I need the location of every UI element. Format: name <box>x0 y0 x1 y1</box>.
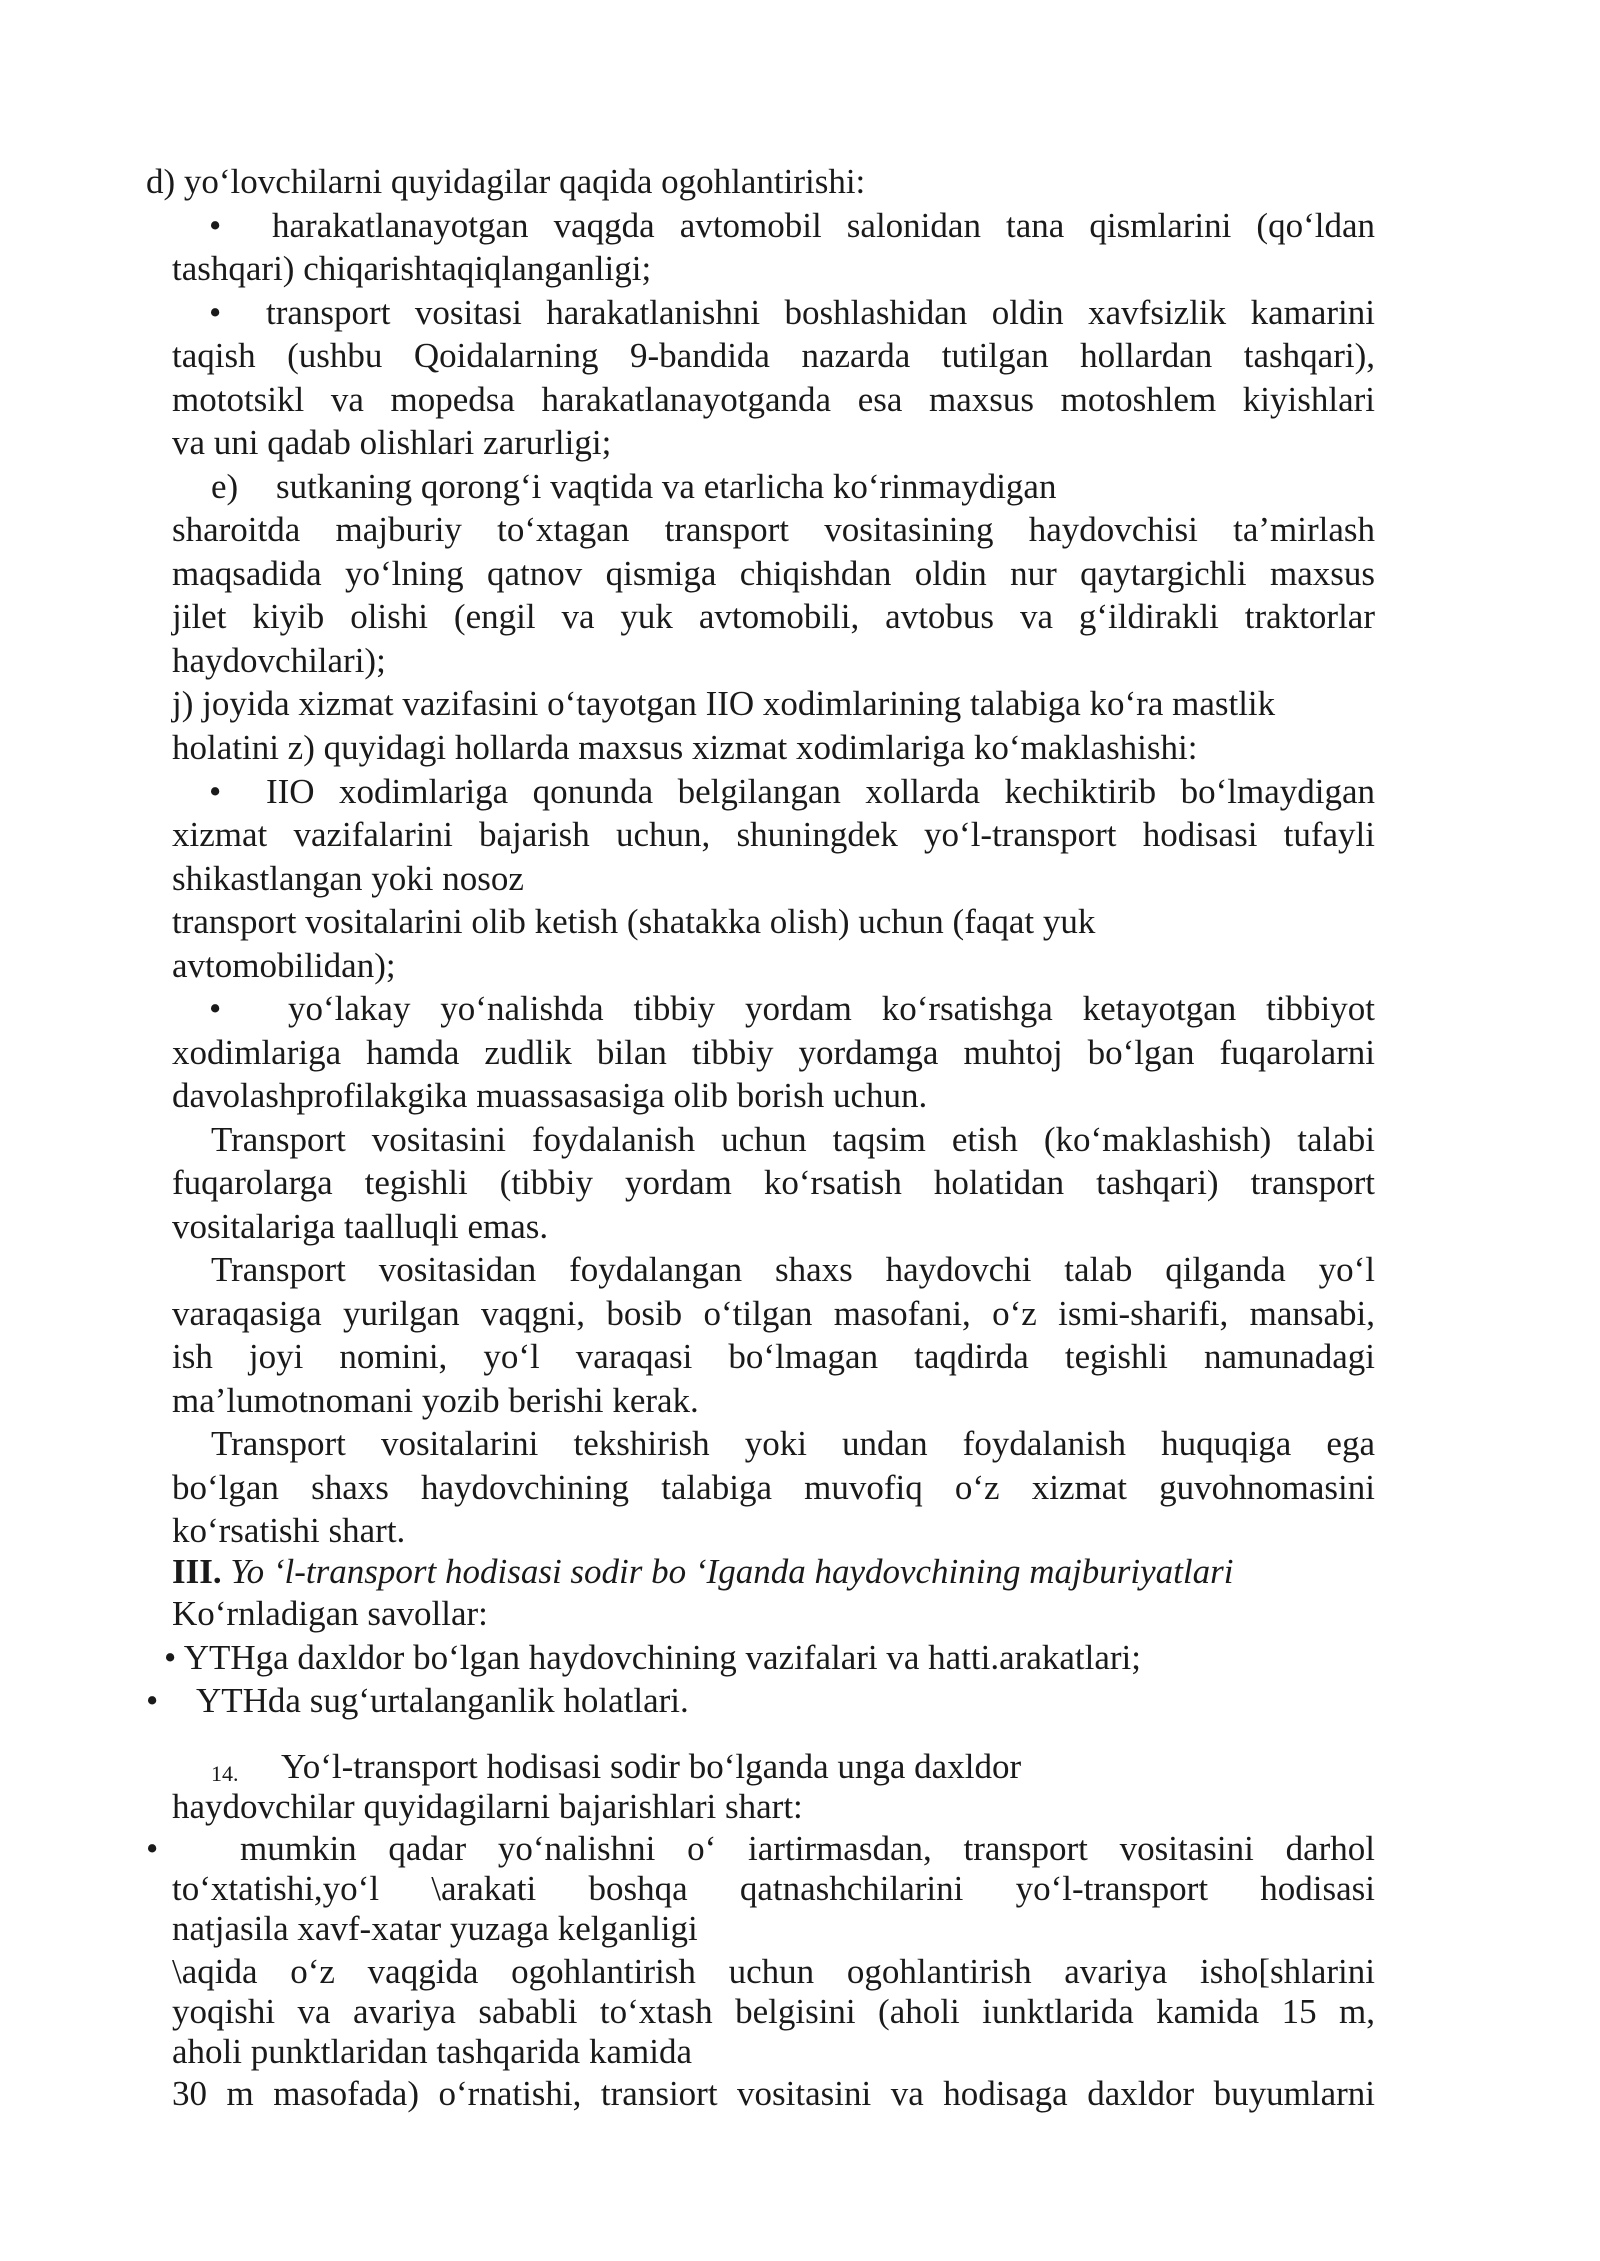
text-line: \aqida o‘z vaqgida ogohlantirish uchun ogohlantirish avariya isho[shlarini <box>172 1952 1375 1991</box>
text-line: haydovchilari); <box>172 641 386 680</box>
text-line: Transport vositasidan foydalangan shaxs haydovchi talab qilganda yo‘l <box>211 1250 1375 1289</box>
section-heading <box>172 1550 1233 1594</box>
text-line: maqsadida yo‘lning qatnov qismiga chiqishdan oldin nur qaytargichli maxsus <box>172 554 1375 593</box>
text-line: ko‘rsatishi shart. <box>172 1511 406 1550</box>
text-line: 30 m masofada) o‘rnatishi, transiort vositasini va hodisaga daxldor buyumlarni <box>172 2074 1375 2113</box>
section-d-intro: d) yo‘lovchilarni quyidagilar qaqida ogohlantirishi: <box>146 162 866 201</box>
bullet-marker: • <box>146 1681 159 1720</box>
text-line: to‘xtatishi,yo‘l \arakati boshqa qatnashchilarini yo‘l-transport hodisasi <box>172 1869 1375 1908</box>
text-line: natjasila xavf-xatar yuzaga kelganligi <box>172 1909 698 1948</box>
bullet-marker: • <box>209 989 222 1028</box>
text-line: j) joyida xizmat vazifasini o‘tayotgan IIO xodimlarining talabiga ko‘ra mastlik <box>172 684 1276 723</box>
question-item: • YTHga daxldor bo‘lgan haydovchining vazifalari va hatti.arakatlari; <box>164 1638 1141 1677</box>
text-line: transport vositasi harakatlanishni boshlashidan oldin xavfsizlik kamarini <box>266 293 1375 332</box>
bullet-marker: • <box>209 293 222 332</box>
text-line: yoqishi va avariya sababli to‘xtash belgisini (aholi iunktlarida kamida 15 m, <box>172 1992 1375 2031</box>
bullet-marker: • <box>209 206 222 245</box>
text-line: holatini z) quyidagi hollarda maxsus xizmat xodimlariga ko‘maklashishi: <box>172 728 1198 767</box>
text-line: fuqarolarga tegishli (tibbiy yordam ko‘rsatish holatidan tashqari) transport <box>172 1163 1375 1202</box>
text-line: tashqari) chiqarishtaqiqlanganligi; <box>172 249 652 288</box>
text-line: Transport vositasini foydalanish uchun taqsim etish (ko‘maklashish) talabi <box>211 1120 1375 1159</box>
text-line: varaqasiga yurilgan vaqgni, bosib o‘tilgan masofani, o‘z ismi-sharifi, mansabi, <box>172 1294 1375 1333</box>
questions-label: Ko‘rnladigan savollar: <box>172 1594 488 1633</box>
text-line: Transport vositalarini tekshirish yoki undan foydalanish huquqiga ega <box>211 1424 1375 1463</box>
text-line: vositalariga taalluqli emas. <box>172 1207 549 1246</box>
text-line: jilet kiyib olishi (engil va yuk avtomobili, avtobus va g‘ildirakli traktorlar <box>172 597 1375 636</box>
text-line: ma’lumotnomani yozib berishi kerak. <box>172 1381 699 1420</box>
text-line: taqish (ushbu Qoidalarning 9-bandida nazarda tutilgan hollardan tashqari), <box>172 336 1375 375</box>
text-line: mototsikl va mopedsa harakatlanayotganda esa maxsus motoshlem kiyishlari <box>172 380 1375 419</box>
text-line: sharoitda majburiy to‘xtagan transport vositasining haydovchisi ta’mirlash <box>172 510 1375 549</box>
section-title: Yo ‘l-transport hodisasi sodir bo ‘Iganda haydovchining majburiyatlari <box>230 1552 1234 1591</box>
text-line: Yo‘l-transport hodisasi sodir bo‘lganda unga daxldor <box>281 1747 1022 1786</box>
text-line: harakatlanayotgan vaqgda avtomobil salonidan tana qismlarini (qo‘ldan <box>272 206 1375 245</box>
text-line: va uni qadab olishlari zarurligi; <box>172 423 612 462</box>
text-line: ish joyi nomini, yo‘l varaqasi bo‘lmagan taqdirda tegishli namunadagi <box>172 1337 1375 1376</box>
question-item: YTHda sug‘urtalanganlik holatlari. <box>196 1681 689 1720</box>
item-marker-e: e) <box>211 467 239 506</box>
text-line: yo‘lakay yo‘nalishda tibbiy yordam ko‘rsatishga ketayotgan tibbiyot <box>288 989 1375 1028</box>
bullet-marker: • <box>209 772 222 811</box>
text-line: xizmat vazifalarini bajarish uchun, shuningdek yo‘l-transport hodisasi tufayli <box>172 815 1375 854</box>
point-number: 14. <box>211 1761 239 1786</box>
text-line: shikastlangan yoki nosoz <box>172 859 524 898</box>
section-number: III. <box>172 1552 222 1591</box>
text-line: haydovchilar quyidagilarni bajarishlari shart: <box>172 1787 803 1826</box>
text-line: sutkaning qorong‘i vaqtida va etarlicha ko‘rinmaydigan <box>276 467 1057 506</box>
text-line: davolashprofilakgika muassasasiga olib borish uchun. <box>172 1076 928 1115</box>
text-line: aholi punktlaridan tashqarida kamida <box>172 2032 692 2071</box>
bullet-marker: • <box>146 1829 159 1868</box>
text-line: xodimlariga hamda zudlik bilan tibbiy yordamga muhtoj bo‘lgan fuqarolarni <box>172 1033 1375 1072</box>
text-line: mumkin qadar yo‘nalishni o‘ iartirmasdan, transport vositasini darhol <box>240 1829 1375 1868</box>
text-line: IIO xodimlariga qonunda belgilangan xollarda kechiktirib bo‘lmaydigan <box>266 772 1375 811</box>
text-line: avtomobilidan); <box>172 946 396 985</box>
text-line: bo‘lgan shaxs haydovchining talabiga muvofiq o‘z xizmat guvohnomasini <box>172 1468 1375 1507</box>
text-line: transport vositalarini olib ketish (shatakka olish) uchun (faqat yuk <box>172 902 1096 941</box>
